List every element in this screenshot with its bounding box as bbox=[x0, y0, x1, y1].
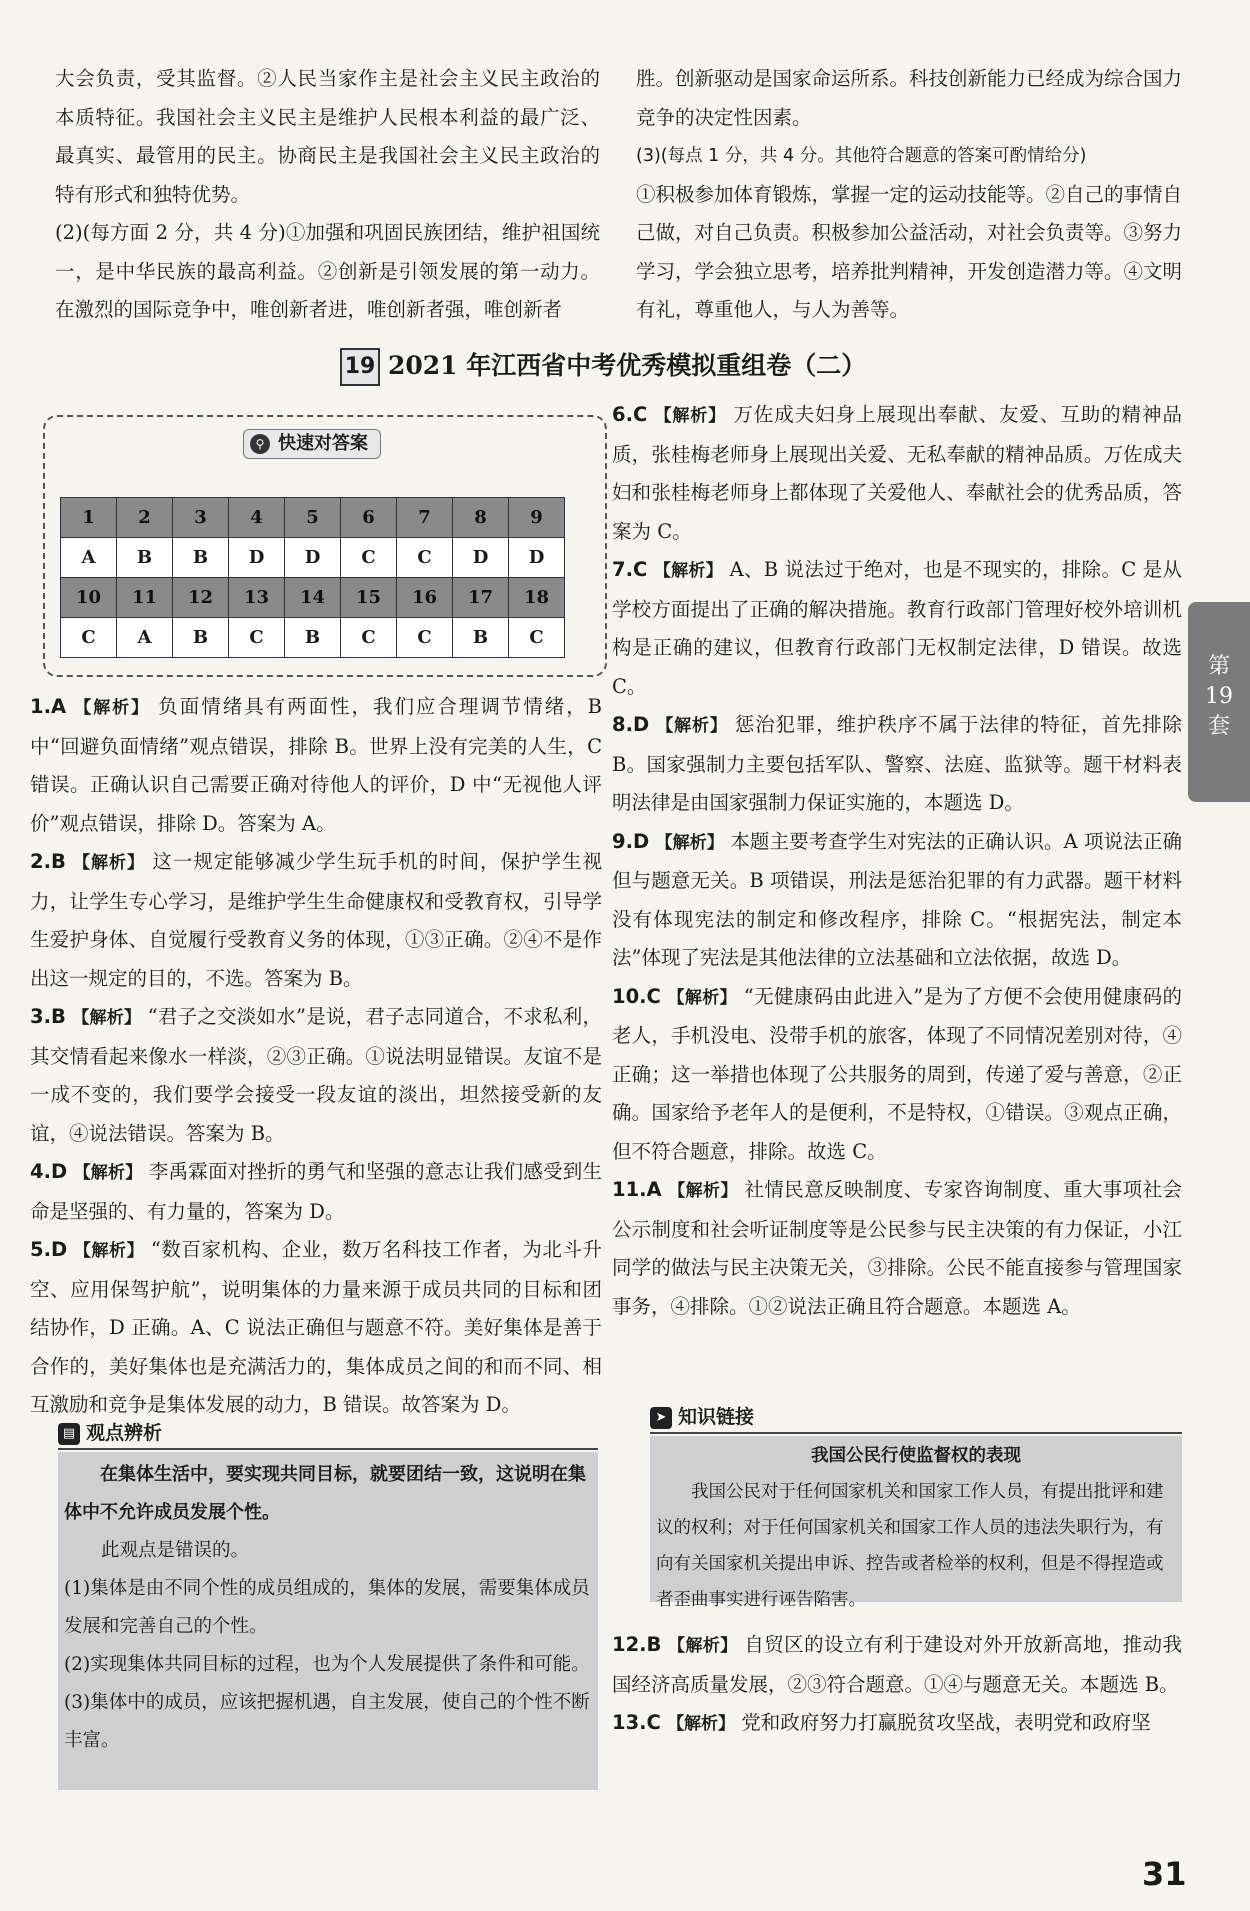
answer-num: 8 bbox=[453, 498, 509, 538]
analysis-tag: 【解析】 bbox=[73, 1163, 143, 1183]
list-item bbox=[30, 1153, 602, 1231]
item-text: 惩治犯罪，维护秩序不属于法律的特征，首先排除 B。国家强制力主要包括军队、警察、法庭、监狱等。题干材料表明法律是由国家强制力保证实施的，本题选 D。 bbox=[612, 713, 1183, 814]
item-text: 本题主要考查学生对宪法的正确认识。A 项说法正确但与题意无关。B 项错误，刑法是惩治犯罪的有力武器。题干材料没有体现宪法的制定和修改程序，排除 C。“根据宪法，制定本法”体现了宪法是其他法律的立法基础和立法依据，故选 D。 bbox=[612, 829, 1182, 969]
analysis-tag: 【解析】 bbox=[73, 1241, 145, 1261]
viewpoint-reason-3: (3)集体中的成员，应该把握机遇，自主发展，使自己的个性不断丰富。 bbox=[64, 1692, 590, 1751]
left-explanations bbox=[30, 688, 602, 1425]
viewpoint-heading bbox=[58, 1418, 162, 1448]
item-text: 这一规定能够减少学生玩手机的时间，保护学生视力，让学生专心学习，是维护学生生命健康权和受教育权，引导学生爱护身体、自觉履行受教育义务的体现，①③正确。②④不是作出这一规定的目的，不选。答案为 B。 bbox=[30, 850, 603, 990]
answer-row-values-1 bbox=[61, 538, 565, 578]
page-number: 31 bbox=[1142, 1855, 1187, 1893]
knowledge-text: 我国公民对于任何国家机关和国家工作人员，有提出批评和建议的权利；对于任何国家机关和国家工作人员的违法失职行为，有向有关国家机关提出申诉、控告或者检举的权利，但是不得捏造或者歪曲事实进行诬告陷害。 bbox=[656, 1482, 1164, 1610]
item-number: 10.C bbox=[612, 984, 661, 1008]
item-text: 负面情绪具有两面性，我们应合理调节情绪，B 中“回避负面情绪”观点错误，排除 B。世界上没有完美的人生，C 错误。正确认识自己需要正确对待他人的评价，D 中“无视他人评价”观点错误，排除 D。答案为 A。 bbox=[30, 695, 602, 835]
answer-value: B bbox=[117, 538, 173, 578]
top-right-p1: 胜。创新驱动是国家命运所系。科技创新能力已经成为综合国力竞争的决定性因素。 bbox=[636, 67, 1183, 129]
answer-value: D bbox=[453, 538, 509, 578]
list-item bbox=[30, 998, 602, 1153]
item-number: 9.D bbox=[612, 829, 650, 853]
item-number: 12.B bbox=[612, 1633, 662, 1656]
answer-num: 4 bbox=[229, 498, 285, 538]
analysis-tag: 【解析】 bbox=[72, 1008, 142, 1028]
item-text: 李禹霖面对挫折的勇气和坚强的意志让我们感受到生命是坚强的、有力量的，答案为 D。 bbox=[30, 1160, 603, 1223]
answer-value: C bbox=[61, 618, 117, 658]
top-left-p1: 大会负责，受其监督。②人民当家作主是社会主义民主政治的本质特征。我国社会主义民主是维护人民根本利益的最广泛、最真实、最管用的民主。协商民主是我国社会主义民主政治的特有形式和独特优势。 bbox=[55, 67, 600, 206]
answer-value: A bbox=[61, 538, 117, 578]
answer-value: C bbox=[397, 618, 453, 658]
side-tab-l3: 套 bbox=[1207, 714, 1230, 739]
side-tab-l1: 第 bbox=[1207, 654, 1230, 679]
item-number: 1.A bbox=[30, 695, 67, 718]
item-number: 4.D bbox=[30, 1160, 68, 1183]
analysis-tag: 【解析】 bbox=[656, 716, 728, 736]
list-item bbox=[612, 1171, 1182, 1326]
answer-value: C bbox=[341, 538, 397, 578]
item-text: A、B 说法过于绝对，也是不现实的，排除。C 是从学校方面提出了正确的解决措施。教育行政部门管理好校外培训机构是正确的建议，但教育行政部门无权制定法律，D 错误。故选 C。 bbox=[612, 558, 1183, 698]
item-number: 3.B bbox=[30, 1005, 66, 1028]
analysis-tag: 【解析】 bbox=[74, 698, 151, 718]
item-text: “君子之交淡如水”是说，君子志同道合，不求私利，其交情看起来像水一样淡，②③正确。①说法明显错误。友谊不是一成不变的，我们要学会接受一段友谊的淡出，坦然接受新的友谊，④说法错误。答案为 B。 bbox=[30, 1005, 602, 1145]
answer-num: 12 bbox=[173, 578, 229, 618]
list-item bbox=[612, 396, 1182, 551]
item-number: 8.D bbox=[612, 713, 650, 736]
list-item bbox=[612, 551, 1182, 706]
analysis-tag: 【解析】 bbox=[653, 561, 724, 581]
viewpoint-verdict: 此观点是错误的。 bbox=[101, 1540, 250, 1561]
item-text: 万佐成夫妇身上展现出奉献、友爱、互助的精神品质，张桂梅老师身上展现出关爱、无私奉献的精神品质。万佐成夫妇和张桂梅老师身上都体现了关爱他人、奉献社会的优秀品质，答案为 C。 bbox=[612, 403, 1182, 543]
item-number: 2.B bbox=[30, 850, 66, 873]
answer-num: 18 bbox=[509, 578, 565, 618]
answer-value: A bbox=[117, 618, 173, 658]
item-number: 7.C bbox=[612, 558, 648, 581]
answer-num: 11 bbox=[117, 578, 173, 618]
viewpoint-reason-1: (1)集体是由不同个性的成员组成的，集体的发展，需要集体成员发展和完善自己的个性。 bbox=[64, 1578, 590, 1637]
top-right-p3: ①积极参加体育锻炼，掌握一定的运动技能等。②自己的事情自己做，对自己负责。积极参加公益活动，对社会负责等。③努力学习，学会独立思考，培养批判精神，开发创造潜力等。④文明有礼，尊重他人，与人为善等。 bbox=[636, 182, 1183, 321]
answer-value: B bbox=[173, 538, 229, 578]
list-item bbox=[30, 843, 602, 998]
top-left-block bbox=[55, 60, 600, 330]
top-left-p2: (2)(每方面 2 分，共 4 分)①加强和巩固民族团结，维护祖国统一，是中华民族的最高利益。②创新是引领发展的第一动力。在激烈的国际竞争中，唯创新者进，唯创新者强，唯创新者 bbox=[55, 221, 600, 321]
viewpoint-claim: 在集体生活中，要实现共同目标，就要团结一致，这说明在集体中不允许成员发展个性。 bbox=[64, 1464, 586, 1523]
answer-row-values-2 bbox=[61, 618, 565, 658]
item-number: 11.A bbox=[612, 1178, 662, 1201]
answer-num: 14 bbox=[285, 578, 341, 618]
analysis-tag: 【解析】 bbox=[654, 406, 727, 426]
answer-num: 1 bbox=[61, 498, 117, 538]
quick-answer-box bbox=[43, 415, 607, 677]
answer-value: C bbox=[229, 618, 285, 658]
chapter-side-tab bbox=[1188, 602, 1250, 802]
item-text: 自贸区的设立有利于建设对外开放新高地，推动我国经济高质量发展，②③符合题意。①④与题意无关。本题选 B。 bbox=[612, 1633, 1183, 1696]
answer-value: D bbox=[285, 538, 341, 578]
item-text: “数百家机构、企业，数万名科技工作者，为北斗升空、应用保驾护航”，说明集体的力量来源于成员共同的目标和团结协作，D 正确。A、C 说法正确但与题意不符。美好集体是善于合作的，美好集体也是充满活力的，集体成员之间的和而不同、相互激励和竞争是集体发展的动力，B 错误。故答案为 D。 bbox=[30, 1238, 602, 1416]
answer-value: D bbox=[229, 538, 285, 578]
answer-num: 16 bbox=[397, 578, 453, 618]
knowledge-heading-text: 知识链接 bbox=[678, 1406, 755, 1428]
list-item bbox=[612, 706, 1182, 823]
knowledge-title: 我国公民行使监督权的表现 bbox=[811, 1446, 1021, 1466]
answer-table bbox=[60, 497, 565, 658]
list-item bbox=[612, 978, 1182, 1172]
item-number: 6.C bbox=[612, 403, 648, 426]
answer-num: 17 bbox=[453, 578, 509, 618]
answer-value: B bbox=[453, 618, 509, 658]
quick-answer-title bbox=[243, 429, 381, 459]
knowledge-heading bbox=[650, 1402, 754, 1432]
side-tab-l2: 19 bbox=[1205, 684, 1233, 709]
send-icon: ➤ bbox=[650, 1407, 672, 1429]
right-explanations bbox=[612, 396, 1182, 1326]
quick-answer-title-text: 快速对答案 bbox=[278, 433, 368, 454]
analysis-tag: 【解析】 bbox=[667, 1714, 736, 1734]
answer-num: 9 bbox=[509, 498, 565, 538]
right-explanations-2 bbox=[612, 1626, 1182, 1744]
list-item bbox=[612, 1626, 1182, 1704]
answer-num: 6 bbox=[341, 498, 397, 538]
list-item bbox=[612, 823, 1182, 978]
knowledge-rule bbox=[650, 1432, 1182, 1434]
answer-num: 3 bbox=[173, 498, 229, 538]
answer-num: 15 bbox=[341, 578, 397, 618]
answer-num: 2 bbox=[117, 498, 173, 538]
viewpoint-heading-text: 观点辨析 bbox=[86, 1422, 163, 1444]
answer-num: 10 bbox=[61, 578, 117, 618]
answer-num: 5 bbox=[285, 498, 341, 538]
analysis-tag: 【解析】 bbox=[655, 832, 724, 853]
viewpoint-rule bbox=[58, 1448, 598, 1450]
answer-num: 7 bbox=[397, 498, 453, 538]
item-text: 党和政府努力打赢脱贫攻坚战，表明党和政府坚 bbox=[741, 1711, 1151, 1734]
item-number: 5.D bbox=[30, 1238, 68, 1261]
item-text: “无健康码由此进入”是为了方便不会使用健康码的老人，手机没电、没带手机的旅客，体现了不同情况差别对待，④正确；这一举措也体现了公共服务的周到，传递了爱与善意，②正确。国家给予老年人的是便利，不是特权，①错误。③观点正确，但不符合题意，排除。故选 C。 bbox=[612, 984, 1183, 1163]
item-text: 社情民意反映制度、专家咨询制度、重大事项社会公示制度和社会听证制度等是公民参与民主决策的有力保证，小江同学的做法与民主决策无关，③排除。公民不能直接参与管理国家事务，④排除。①②说法正确且符合题意。本题选 A。 bbox=[612, 1178, 1182, 1318]
answer-value: C bbox=[397, 538, 453, 578]
answer-num: 13 bbox=[229, 578, 285, 618]
list-item bbox=[30, 688, 602, 843]
answer-value: B bbox=[173, 618, 229, 658]
viewpoint-reason-2: (2)实现集体共同目标的过程，也为个人发展提供了条件和可能。 bbox=[64, 1654, 590, 1675]
magnifier-icon: ⚲ bbox=[250, 434, 270, 454]
answer-value: B bbox=[285, 618, 341, 658]
analysis-tag: 【解析】 bbox=[668, 1181, 738, 1201]
section-number: 19 bbox=[340, 348, 380, 386]
answer-value: C bbox=[509, 618, 565, 658]
list-item bbox=[612, 1704, 1182, 1744]
viewpoint-box bbox=[58, 1452, 598, 1790]
list-item bbox=[30, 1231, 602, 1425]
answer-row-numbers-2 bbox=[61, 578, 565, 618]
knowledge-box bbox=[650, 1436, 1182, 1610]
top-right-block bbox=[636, 60, 1188, 330]
section-title-text: 2021 年江西省中考优秀模拟重组卷（二） bbox=[388, 351, 867, 380]
analysis-tag: 【解析】 bbox=[668, 1636, 738, 1656]
item-number: 13.C bbox=[612, 1711, 661, 1734]
top-right-p2: (3)(每点 1 分，共 4 分。其他符合题意的答案可酌情给分) bbox=[636, 146, 1087, 166]
section-title bbox=[340, 346, 940, 390]
analysis-tag: 【解析】 bbox=[73, 853, 146, 873]
analysis-tag: 【解析】 bbox=[667, 987, 738, 1008]
answer-row-numbers-1 bbox=[61, 498, 565, 538]
answer-value: C bbox=[341, 618, 397, 658]
answer-value: D bbox=[509, 538, 565, 578]
viewpoint-icon: ▤ bbox=[58, 1423, 80, 1445]
